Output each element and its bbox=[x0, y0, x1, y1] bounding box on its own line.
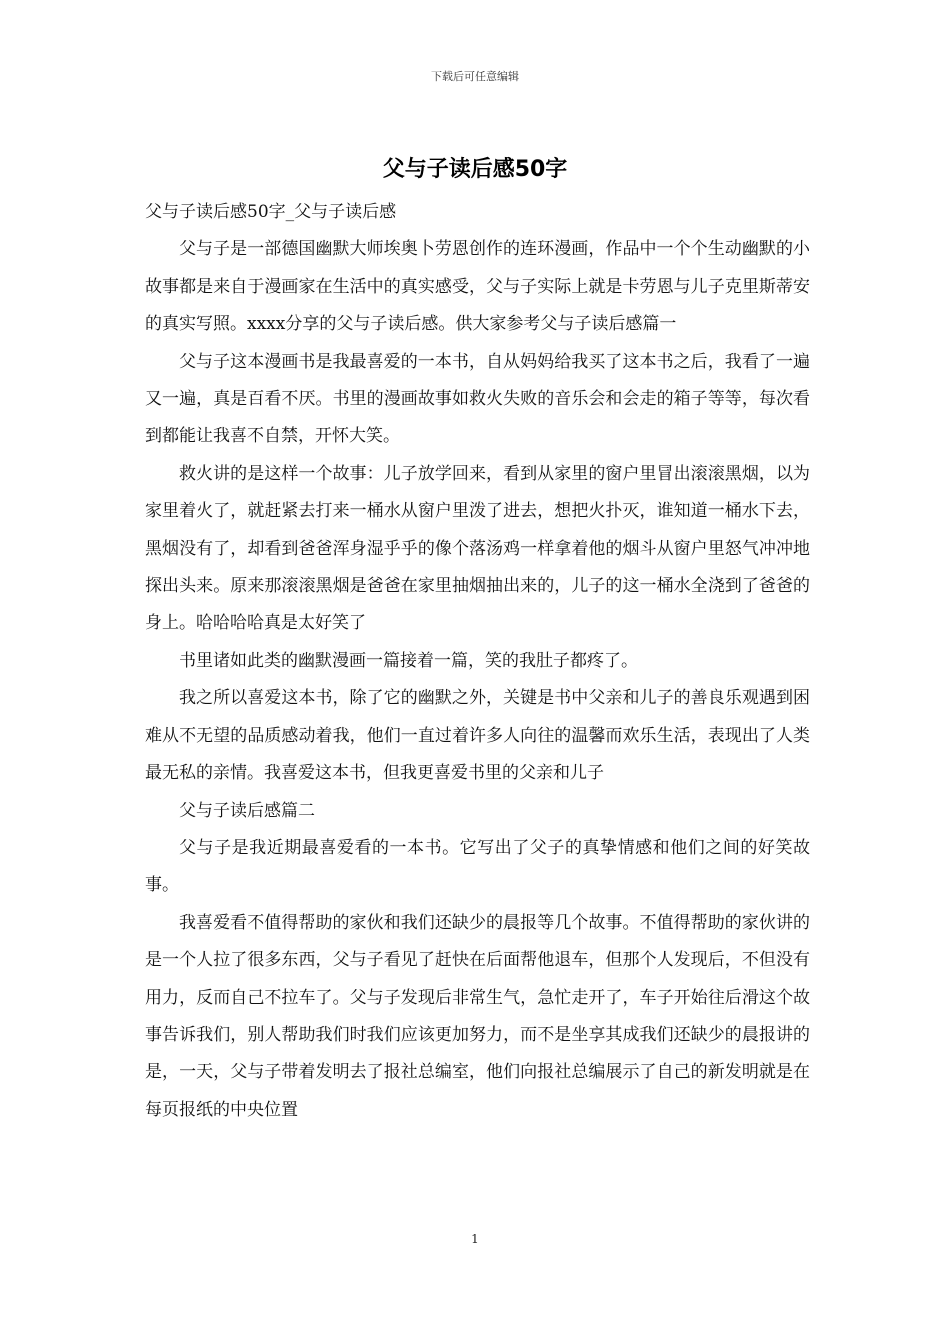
body-paragraph: 我喜爱看不值得帮助的家伙和我们还缺少的晨报等几个故事。不值得帮助的家伙讲的是一个人拉了很多东西，父与子看见了赶快在后面帮他退车，但那个人发现后，不但没有用力，反而自己不拉车了。父与子发现后非常生气，急忙走开了，车子开始往后滑这个故事告诉我们，别人帮助我们时我们应该更加努力，而不是坐享其成我们还缺少的晨报讲的是，一天，父与子带着发明去了报社总编室，他们向报社总编展示了自己的新发明就是在每页报纸的中央位置 bbox=[145, 912, 810, 1120]
body-paragraph: 父与子是一部德国幽默大师埃奥卜劳恩创作的连环漫画，作品中一个个生动幽默的小故事都是来自于漫画家在生活中的真实感受，父与子实际上就是卡劳恩与儿子克里斯蒂安的真实写照。xxxx分享的父与子读后感。供大家参考父与子读后感篇一 bbox=[145, 239, 810, 335]
document-body bbox=[145, 194, 810, 1129]
page-number: 1 bbox=[471, 1232, 479, 1246]
body-paragraph: 父与子是我近期最喜爱看的一本书。它写出了父子的真挚情感和他们之间的好笑故事。 bbox=[145, 837, 810, 896]
body-paragraph: 救火讲的是这样一个故事：儿子放学回来，看到从家里的窗户里冒出滚滚黑烟，以为家里着火了，就赶紧去打来一桶水从窗户里泼了进去，想把火扑灭，谁知道一桶水下去，黑烟没有了，却看到爸爸浑身湿乎乎的像个落汤鸡一样拿着他的烟斗从窗户里怒气冲冲地探出头来。原来那滚滚黑烟是爸爸在家里抽烟抽出来的，儿子的这一桶水全浇到了爸爸的身上。哈哈哈哈真是太好笑了 bbox=[145, 463, 810, 634]
page-header: 下载后可任意编辑 bbox=[431, 70, 519, 83]
body-paragraph: 父与子读后感50字_父与子读后感 bbox=[145, 202, 397, 222]
body-paragraph: 书里诸如此类的幽默漫画一篇接着一篇，笑的我肚子都疼了。 bbox=[179, 650, 638, 671]
document-title: 父与子读后感50字 bbox=[382, 157, 568, 182]
section-heading: 父与子读后感篇二 bbox=[179, 800, 315, 821]
body-paragraph: 我之所以喜爱这本书，除了它的幽默之外，关键是书中父亲和儿子的善良乐观遇到困难从不无望的品质感动着我，他们一直过着许多人向往的温馨而欢乐生活，表现出了人类最无私的亲情。我喜爱这本书，但我更喜爱书里的父亲和儿子 bbox=[145, 688, 810, 784]
body-paragraph: 父与子这本漫画书是我最喜爱的一本书，自从妈妈给我买了这本书之后，我看了一遍又一遍，真是百看不厌。书里的漫画故事如救火失败的音乐会和会走的箱子等等，每次看到都能让我喜不自禁，开怀大笑。 bbox=[145, 351, 810, 447]
